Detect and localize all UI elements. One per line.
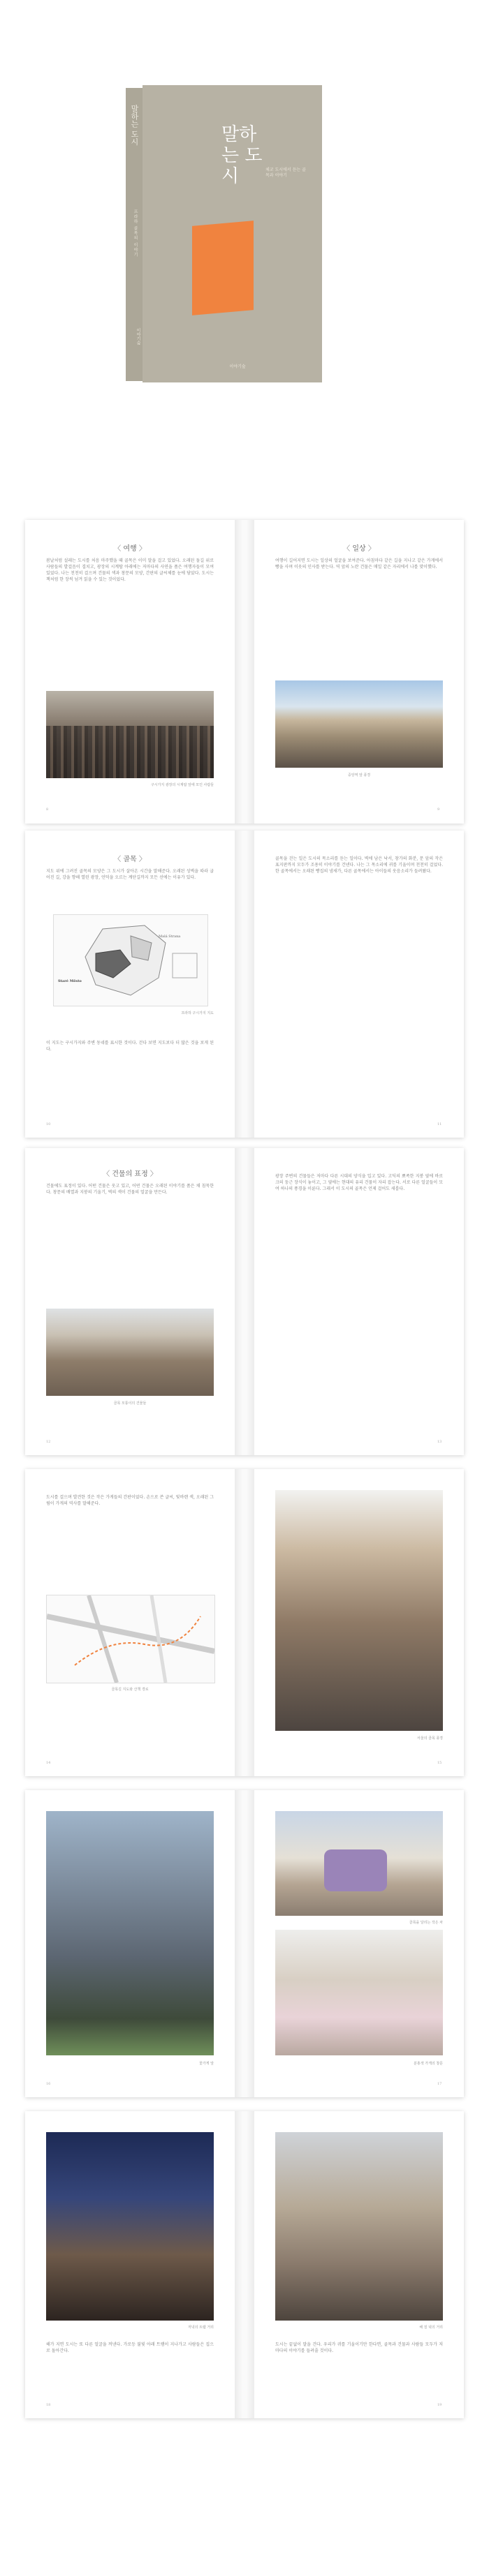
photo-caption: 골목 모퉁이의 건물들 bbox=[113, 1401, 147, 1406]
page-number: 11 bbox=[437, 1122, 442, 1126]
gutter bbox=[235, 1148, 254, 1455]
section-heading: 〈 일상 〉 bbox=[343, 545, 375, 553]
photo-caption: 해 질 녘의 거리 bbox=[419, 2325, 443, 2330]
page-left bbox=[25, 1148, 235, 1455]
page-right bbox=[254, 1148, 464, 1455]
car-shape bbox=[324, 1849, 387, 1891]
page-number: 17 bbox=[437, 2082, 442, 2086]
photo-caption: 꽃가게 앞 bbox=[199, 2062, 214, 2066]
spine-publisher: 이야기숲 bbox=[136, 328, 140, 345]
page-right bbox=[254, 1469, 464, 1776]
page-number: 14 bbox=[46, 1761, 51, 1765]
body-text: 여행이 길어지면 도시는 일상의 얼굴을 보여준다. 아침마다 같은 길을 지나고 같은 가게에서 빵을 사며 이웃의 인사를 받는다. 역 앞의 노란 건물은 매일 같은 자리에서 나를 맞이했다. bbox=[275, 558, 443, 569]
map-caption: 프라하 구시가지 지도 bbox=[181, 1011, 214, 1015]
photo-crowd bbox=[46, 691, 214, 778]
photo-small-car bbox=[275, 1811, 443, 1916]
gutter bbox=[235, 1790, 254, 2097]
body-text: 도시는 끝없이 말을 건다. 우리가 귀를 기울이기만 한다면, 골목과 건물과 사람들 모두가 저마다의 이야기를 들려줄 것이다. bbox=[275, 2342, 443, 2353]
page-number: 8 bbox=[46, 807, 49, 812]
photo-dusk-street bbox=[275, 2132, 443, 2321]
page-number: 18 bbox=[46, 2403, 51, 2407]
route-map bbox=[46, 1595, 215, 1683]
page-left bbox=[25, 1790, 235, 2097]
spine-title: 말하는 도시 bbox=[130, 105, 139, 146]
route-map-svg bbox=[47, 1595, 214, 1683]
spread-6 bbox=[25, 2111, 464, 2418]
page-left bbox=[25, 1469, 235, 1776]
body-text: 도시를 걸으며 발견한 것은 작은 가게들의 간판이었다. 손으로 쓴 글씨, 빛바랜 색, 오래된 그림이 가게의 역사를 말해준다. bbox=[46, 1495, 214, 1506]
cover-section bbox=[0, 0, 489, 447]
body-text: 지도 위에 그려진 골목의 모양은 그 도시가 살아온 시간을 말해준다. 오래된 성벽을 따라 굽어진 길, 강을 향해 열린 광장, 언덕을 오르는 계단길까지 모든 선에는 이유가 있다. bbox=[46, 869, 214, 880]
map-label-b: Malá Strana bbox=[159, 935, 181, 939]
spread-3 bbox=[25, 1148, 464, 1455]
photo-caption: 구시가지 광장의 시계탑 앞에 모인 사람들 bbox=[150, 783, 214, 787]
photo-caption: 중앙역 앞 풍경 bbox=[347, 773, 371, 777]
page-number: 9 bbox=[437, 807, 440, 812]
page-left bbox=[25, 2111, 235, 2418]
body-text: 광장 주변의 건물들은 저마다 다른 시대의 양식을 입고 있다. 고딕의 뾰족한 지붕 옆에 바로크의 둥근 장식이 놓이고, 그 옆에는 현대의 유리 건물이 자리 잡는다. 서로 다른 얼굴들이 모여 하나의 풍경을 이룬다. 그래서 이 도시의 골목은 언제 걸어도 새롭다. bbox=[275, 1174, 443, 1191]
body-text: 봄날처럼 설레는 도시를 처음 마주했을 때 골목은 이미 말을 걸고 있었다. 오래된 돌길 위로 사람들의 발걸음이 겹치고, 광장의 시계탑 아래에는 저마다의 사연을 품은 여행자들이 모여 있었다. 나는 천천히 걸으며 건물의 색과 창문의 모양, 간판의 글씨체를 눈에 담았다. 도시는 책처럼 한 장씩 넘겨 읽을 수 있는 것이었다. bbox=[46, 558, 214, 582]
gutter bbox=[235, 1469, 254, 1776]
section-heading: 〈 골목 〉 bbox=[114, 856, 146, 863]
body-text: 건물에도 표정이 있다. 어떤 건물은 웃고 있고, 어떤 건물은 오래된 이야기를 품은 채 침묵한다. 창문의 배열과 지붕의 기울기, 벽의 색이 건물의 얼굴을 만든다. bbox=[46, 1184, 214, 1195]
map-caption: 골목길 지도와 산책 경로 bbox=[111, 1688, 149, 1692]
cover-subtitle: 체코 도시에서 듣는 골목과 이야기 bbox=[265, 167, 306, 178]
page-left bbox=[25, 520, 235, 824]
page-number: 15 bbox=[437, 1761, 442, 1765]
photo-caption: 분홍색 가게의 창문 bbox=[414, 2062, 443, 2066]
photo-caption: 저녁의 트램 거리 bbox=[188, 2325, 214, 2330]
photo-caption: 골목을 달리는 작은 차 bbox=[409, 1921, 443, 1925]
page-number: 10 bbox=[46, 1122, 51, 1126]
map-illustration bbox=[53, 914, 208, 1006]
photo-night-tram bbox=[46, 2132, 214, 2321]
page-right bbox=[254, 2111, 464, 2418]
spread-5 bbox=[25, 1790, 464, 2097]
cover-publisher: 이야기숲 bbox=[229, 364, 246, 369]
section-heading: 〈 여행 〉 bbox=[114, 545, 146, 553]
spread-1 bbox=[25, 520, 464, 824]
photo-flower-shop bbox=[46, 1811, 214, 2055]
spread-4 bbox=[25, 1469, 464, 1776]
spread-2 bbox=[25, 831, 464, 1138]
page-left bbox=[25, 831, 235, 1138]
photo-station bbox=[275, 680, 443, 768]
map-svg bbox=[54, 915, 207, 1006]
map-label-a: Staré Město bbox=[58, 979, 82, 983]
body-text: 이 지도는 구시가지와 주변 동네를 표시한 것이다. 걷다 보면 지도보다 더 많은 것을 보게 된다. bbox=[46, 1041, 214, 1052]
page-right bbox=[254, 520, 464, 824]
body-text: 해가 지면 도시는 또 다른 얼굴을 꺼낸다. 가로등 불빛 아래 트램이 지나가고 사람들은 집으로 돌아간다. bbox=[46, 2342, 214, 2353]
page-right bbox=[254, 1790, 464, 2097]
section-heading: 〈 건물의 표정 〉 bbox=[103, 1170, 157, 1178]
photo-street bbox=[46, 1309, 214, 1396]
gutter bbox=[235, 2111, 254, 2418]
gutter bbox=[235, 520, 254, 824]
page-number: 19 bbox=[437, 2403, 442, 2407]
page-number: 16 bbox=[46, 2082, 51, 2086]
page-right bbox=[254, 831, 464, 1138]
cover-title: 말하는 도시 bbox=[221, 124, 263, 187]
cover-orange-block bbox=[192, 221, 254, 315]
page-number: 13 bbox=[437, 1440, 442, 1444]
page-number: 12 bbox=[46, 1440, 51, 1444]
photo-seoul-alley bbox=[275, 1490, 443, 1731]
gutter bbox=[235, 831, 254, 1138]
photo-caption: 서울의 골목 풍경 bbox=[417, 1736, 443, 1741]
photo-pink-shop bbox=[275, 1930, 443, 2055]
body-text: 골목을 걷는 일은 도시의 목소리를 듣는 일이다. 벽에 남은 낙서, 창가의 화분, 문 앞의 작은 표지판까지 모두가 조용히 이야기를 건넨다. 나는 그 목소리에 귀를 기울이며 천천히 걸었다. 한 골목에서는 오래된 빵집의 냄새가, 다른 골목에서는 아이들의 웃음소리가 들려왔다. bbox=[275, 856, 443, 874]
spine-subtitle: 프라하 골목의 이야기 bbox=[133, 209, 138, 258]
